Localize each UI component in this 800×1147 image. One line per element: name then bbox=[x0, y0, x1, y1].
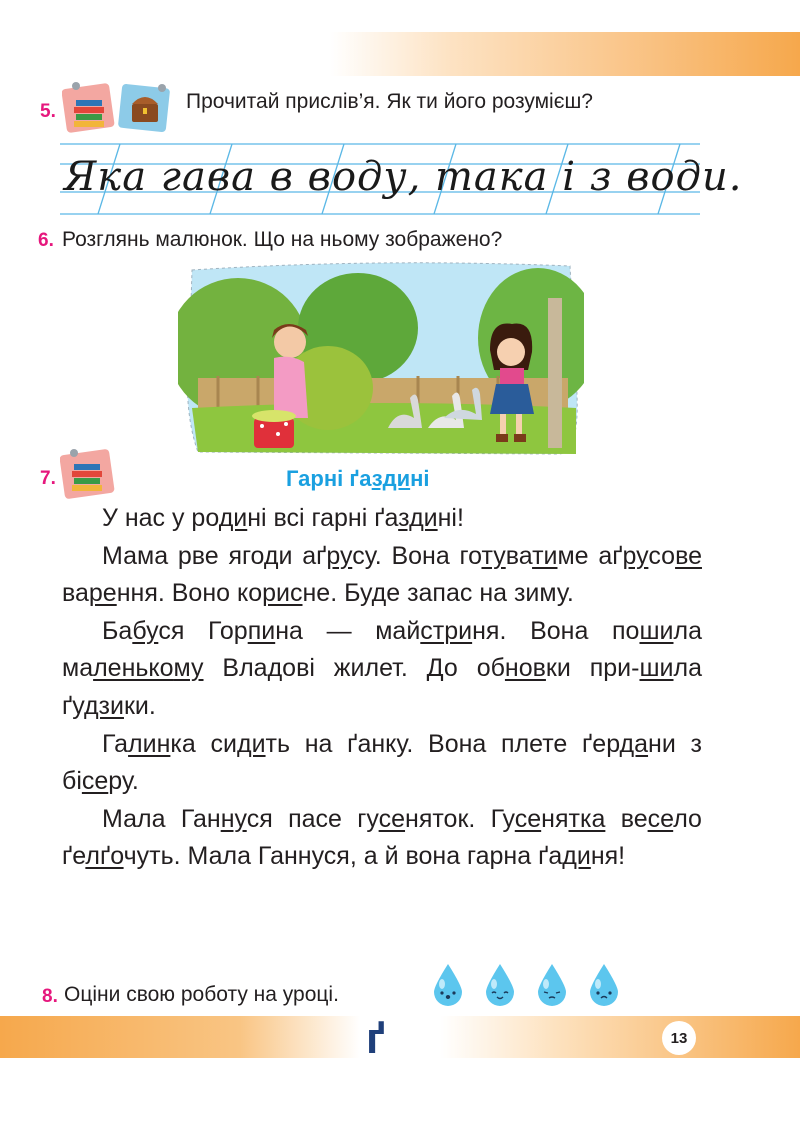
task-number-5: 5. bbox=[40, 101, 56, 122]
proverb-text: Яка гава в воду, така і з води. bbox=[64, 154, 743, 200]
story-paragraph-2: Мама рве ягоди аґрусу. Вона готуватиме аґрусове варення. Воно корисне. Буде запас на зиму. bbox=[62, 541, 702, 608]
page-number: 13 bbox=[662, 1021, 696, 1055]
header-band bbox=[330, 32, 800, 76]
story-text bbox=[62, 500, 702, 876]
drop-rating-4-icon[interactable] bbox=[586, 962, 622, 1008]
task-number-7: 7. bbox=[40, 468, 56, 489]
title-part: ні bbox=[410, 466, 430, 491]
books-icon bbox=[62, 82, 115, 133]
drop-rating-3-icon[interactable] bbox=[534, 962, 570, 1008]
story-paragraph-5: Мала Ганнуся пасе гусеняток. Гусенятка весело ґелґочуть. Мала Ганнуся, а й вона гарна ґадиня! bbox=[62, 804, 702, 871]
story-paragraph-4: Галинка сидить на ґанку. Вона плете ґердани з бісеру. bbox=[62, 729, 702, 796]
drop-rating-1-icon[interactable] bbox=[430, 962, 466, 1008]
task-8-text: Оціни свою роботу на уроці. bbox=[64, 983, 339, 1006]
chest-icon bbox=[118, 84, 170, 133]
title-part-underlined: зди bbox=[371, 466, 411, 491]
title-part: Гарні ґа bbox=[286, 466, 372, 491]
story-paragraph-3: Бабуся Горпина — майстриня. Вона пошила маленькому Владові жилет. До обновки при-шила ґудзики. bbox=[62, 616, 702, 720]
task-icons bbox=[62, 80, 174, 136]
task-number-6: 6. bbox=[38, 230, 54, 251]
task-5-text: Прочитай прислів’я. Як ти його розумієш? bbox=[186, 90, 593, 113]
task-6-text: Розглянь малюнок. Що на ньому зображено? bbox=[62, 228, 503, 251]
story-title bbox=[286, 466, 430, 492]
drop-rating-2-icon[interactable] bbox=[482, 962, 518, 1008]
books-icon bbox=[60, 448, 118, 500]
task-number-8: 8. bbox=[42, 986, 58, 1007]
story-paragraph-1: У нас у родині всі гарні ґаздині! bbox=[102, 504, 464, 532]
illustration-garden bbox=[178, 258, 584, 456]
footer-letter: ґ bbox=[366, 1014, 386, 1063]
